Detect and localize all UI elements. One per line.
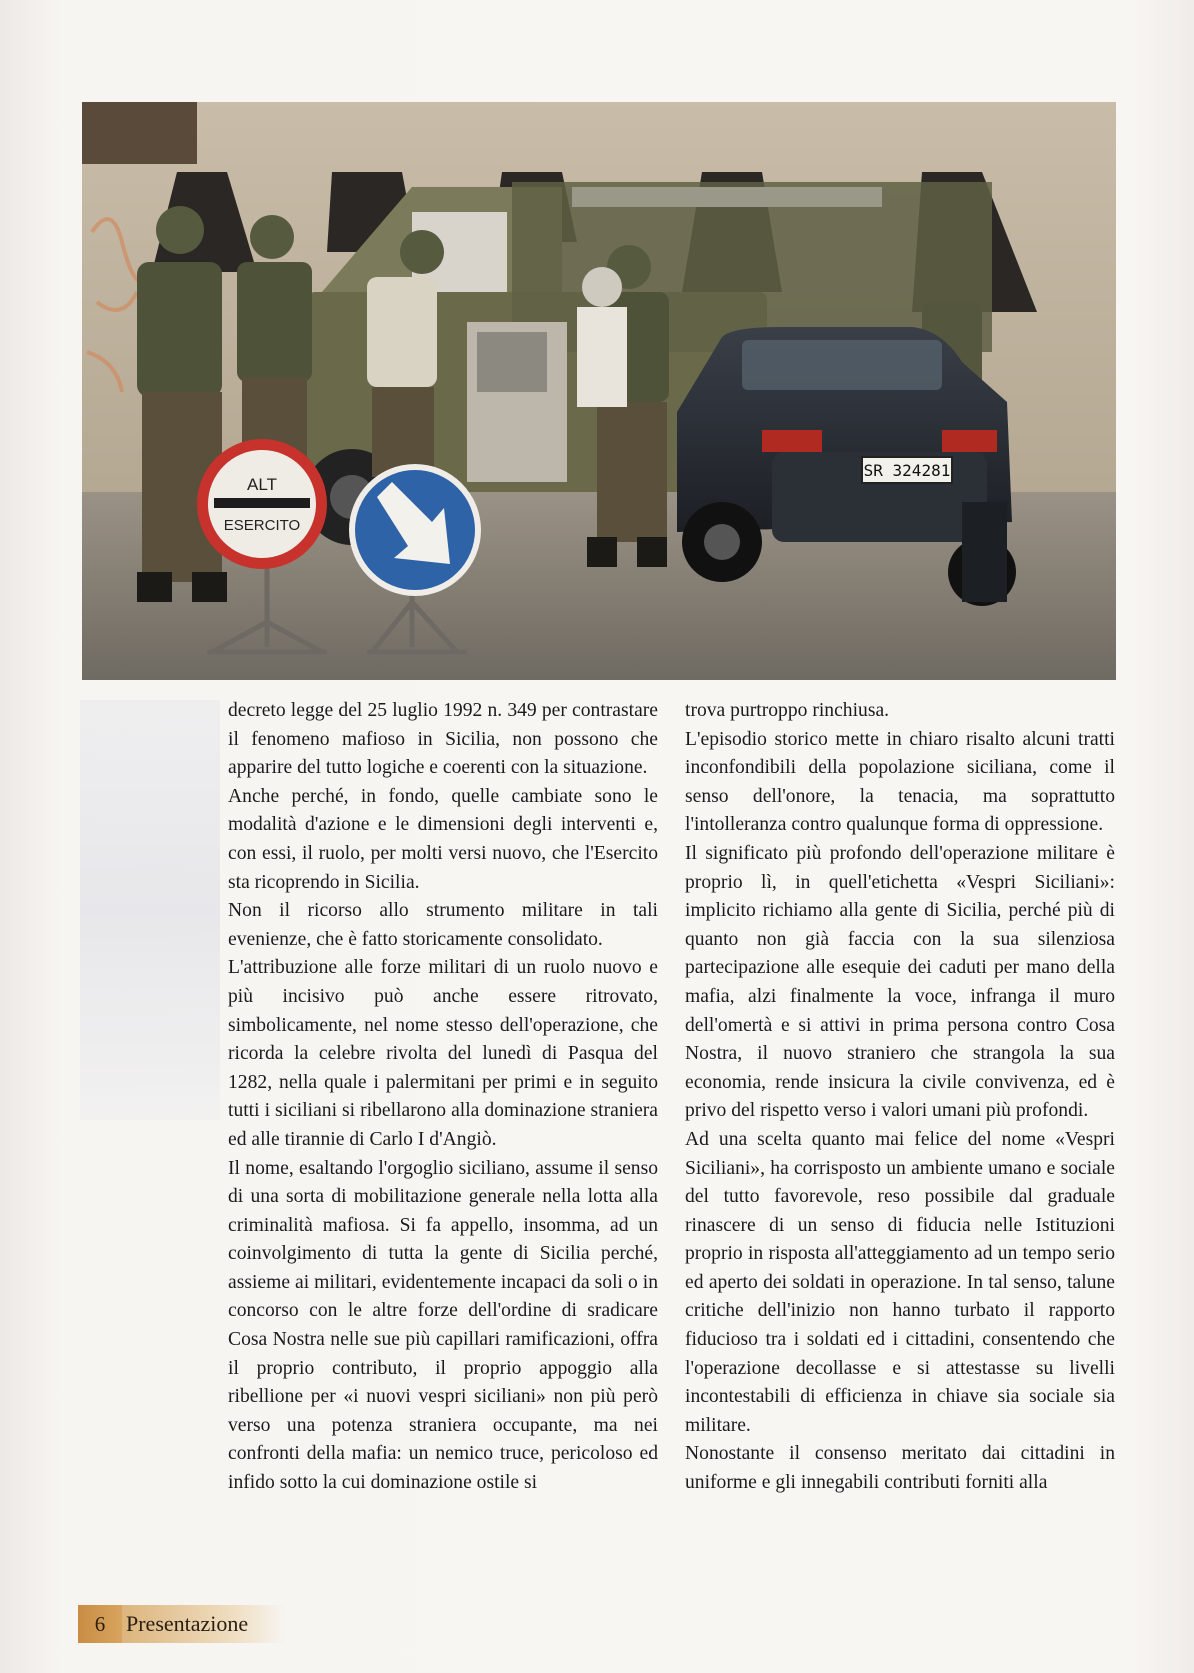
- page-number: 6: [78, 1605, 122, 1643]
- left-paragraph-2: Anche perché, in fondo, quelle cambiate sono le modalità d'azione e le dimensioni degli interventi e, con essi, il ruolo, per molti versi nuovo, che l'Esercito sta ricoprendo in Sicilia.: [228, 785, 658, 893]
- right-paragraph-4: Ad una scelta quanto mai felice del nome «Vespri Siciliani», ha corrisposto un ambiente umano e sociale del tutto favorevole, reso possibile dal graduale rinascere di un senso di fiducia nelle Istituzioni proprio in risposta all'atteggiamento ad un tempo serio ed aperto dei soldati in operazione. In tal senso, talune critiche dell'inizio non hanno turbato il rapporto fiducioso tra i soldati ed i cittadini, consentendo che l'operazione decollasse e si attestasse su livelli incontestabili di efficienza in chiave sia sociale sia militare.: [685, 1128, 1115, 1436]
- checkpoint-illustration: [82, 102, 1116, 680]
- shutter: [82, 102, 197, 164]
- left-paragraph-3: Non il ricorso allo strumento militare in tali evenienze, che è fatto storicamente consolidato.: [228, 900, 658, 950]
- left-paragraph-5: Il nome, esaltando l'orgoglio siciliano, assume il senso di una sorta di mobilitazione generale nella lotta alla criminalità mafiosa. Si fa appello, insomma, ad un coinvolgimento di tutta la gente di Sicilia perché, assieme ai militari, evidentemente incapaci da soli o in concorso con le altre forze dell'ordine di sradicare Cosa Nostra nelle sue più capillari ramificazioni, offra il proprio contributo, il proprio appoggio alla ribellione per «i nuovi vespri siciliani» non più però verso una potenza straniera occupante, ma nei confronti della mafia: un nemico truce, pericoloso ed infido sotto la cui dominazione ostile si: [228, 1157, 658, 1494]
- page-footer: [78, 1605, 286, 1643]
- left-paragraph-1: decreto legge del 25 luglio 1992 n. 349 per contrastare il fenomeno mafioso in Sicilia, non possono che apparire del tutto logiche e coerenti con la situazione.: [228, 700, 658, 779]
- right-paragraph-3: Il significato più profondo dell'operazione militare è proprio lì, in quell'etichetta «Vespri Siciliani»: implicito richiamo alla gente di Sicilia, perché più di quanto non già faccia con la sua silenziosa partecipazione alle esequie dei caduti per mano della mafia, alzi finalmente la voce, infranga il muro dell'omertà e si attivi in prima persona contro Cosa Nostra, il nuovo straniero che strangola la sua economia, rende insicura la civile convivenza, ed è privo del rispetto verso i valori umani più profondi.: [685, 842, 1115, 1122]
- alt-esercito-sign: [197, 439, 327, 569]
- alt-sign-bottom-text: ESERCITO: [223, 517, 301, 534]
- right-paragraph-2: L'episodio storico mette in chiaro risalto alcuni tratti inconfondibili della popolazione siciliana, come il senso dell'onore, la tenacia, ma soprattutto l'intolleranza contro qualunque forma di oppressione.: [685, 728, 1115, 836]
- checkpoint-photo: [82, 102, 1116, 680]
- article-column-right: [685, 697, 1115, 1498]
- section-label: Presentazione: [122, 1605, 286, 1643]
- show-through-shadow: [80, 700, 220, 1120]
- alt-sign-top-text: ALT: [247, 475, 277, 494]
- article-column-left: [228, 697, 658, 1498]
- license-plate-text: SR 324281: [863, 461, 951, 480]
- arrow-sign: [349, 464, 481, 596]
- right-paragraph-5: Nonostante il consenso meritato dai cittadini in uniforme e gli innegabili contributi forniti alla: [685, 1443, 1115, 1494]
- right-paragraph-1: trova purtroppo rinchiusa.: [685, 700, 890, 721]
- left-paragraph-4: L'attribuzione alle forze militari di un ruolo nuovo e più incisivo può anche essere ritrovato, simbolicamente, nel nome stesso dell'operazione, che ricorda la celebre rivolta del lunedì di Pasqua del 1282, nella quale i palermitani per primi e in seguito tutti i siciliani si ribellarono alla dominazione straniera ed alle tirannie di Carlo I d'Angiò.: [228, 957, 658, 1150]
